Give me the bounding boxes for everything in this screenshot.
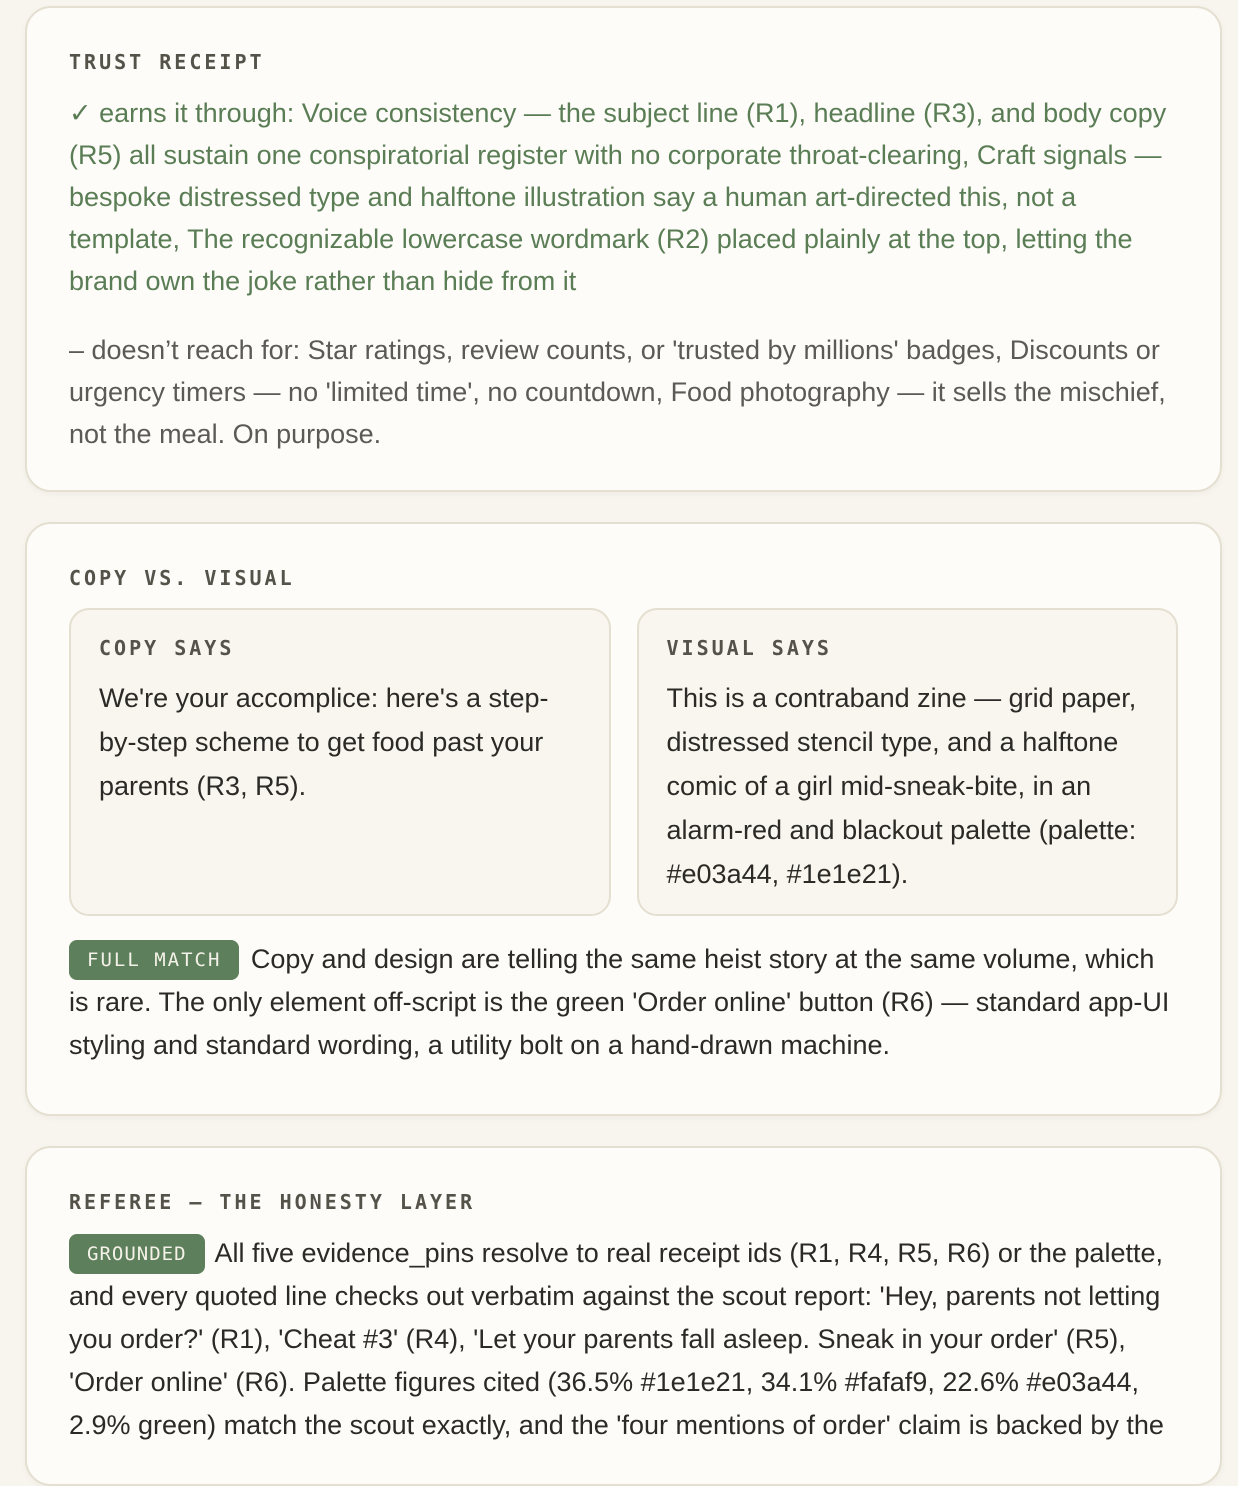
trust-receipt-heading: TRUST RECEIPT bbox=[69, 50, 265, 74]
referee-verdict bbox=[69, 1232, 1178, 1447]
copy-visual-comparison bbox=[69, 608, 1178, 916]
trust-receipt-card bbox=[25, 6, 1222, 492]
copy-visual-verdict bbox=[69, 938, 1178, 1067]
grounded-badge: GROUNDED bbox=[69, 1234, 205, 1274]
copy-vs-visual-heading: COPY VS. VISUAL bbox=[69, 566, 295, 590]
referee-text: All five evidence_pins resolve to real receipt ids (R1, R4, R5, R6) or the palette, and every quoted line checks out verbatim against the scout report: 'Hey, parents not letting you order?' (R1), 'Cheat #3' (R4), 'Let your parents fall asleep. Sneak in your order' (R5), 'Order online' (R6). Palette figures cited (36.5% #1e1e21, 34.1% #fafaf9, 22.6% #e03a44, 2.9% green) match the scout exactly, and the 'four mentions of order' claim is backed by the bbox=[69, 1238, 1164, 1440]
verdict-text: Copy and design are telling the same heist story at the same volume, which is rare. The only element off-script is the green 'Order online' button (R6) — standard app-UI styling and standard wording, a utility bolt on a hand-drawn machine. bbox=[69, 944, 1170, 1060]
earns-it-through-text: ✓ earns it through: Voice consistency — the subject line (R1), headline (R3), and body copy (R5) all sustain one conspiratorial register with no corporate throat-clearing, Craft signals — bespoke distressed type and halftone illustration say a human art-directed this, not a template, The recognizable lowercase wordmark (R2) placed plainly at the top, letting the brand own the joke rather than hide from it bbox=[69, 98, 1167, 296]
referee-heading: REFEREE — THE HONESTY LAYER bbox=[69, 1190, 476, 1214]
full-match-badge: FULL MATCH bbox=[69, 940, 239, 980]
does-not-reach-for-text: – doesn’t reach for: Star ratings, review counts, or 'trusted by millions' badges, Discounts or urgency timers — no 'limited time', no countdown, Food photography — it sells the mischief, not the meal. On purpose. bbox=[69, 335, 1166, 449]
visual-says-panel bbox=[637, 608, 1179, 916]
visual-says-text: This is a contraband zine — grid paper, distressed stencil type, and a halftone comic of a girl mid-sneak-bite, in an alarm-red and blackout palette (palette: #e03a44, #1e1e21). bbox=[666, 683, 1137, 889]
referee-card bbox=[25, 1146, 1222, 1486]
visual-says-heading: VISUAL SAYS bbox=[666, 636, 832, 660]
copy-vs-visual-card bbox=[25, 522, 1222, 1116]
copy-says-panel bbox=[69, 608, 611, 916]
copy-says-heading: COPY SAYS bbox=[99, 636, 235, 660]
copy-says-text: We're your accomplice: here's a step-by-step scheme to get food past your parents (R3, R5). bbox=[99, 683, 549, 801]
